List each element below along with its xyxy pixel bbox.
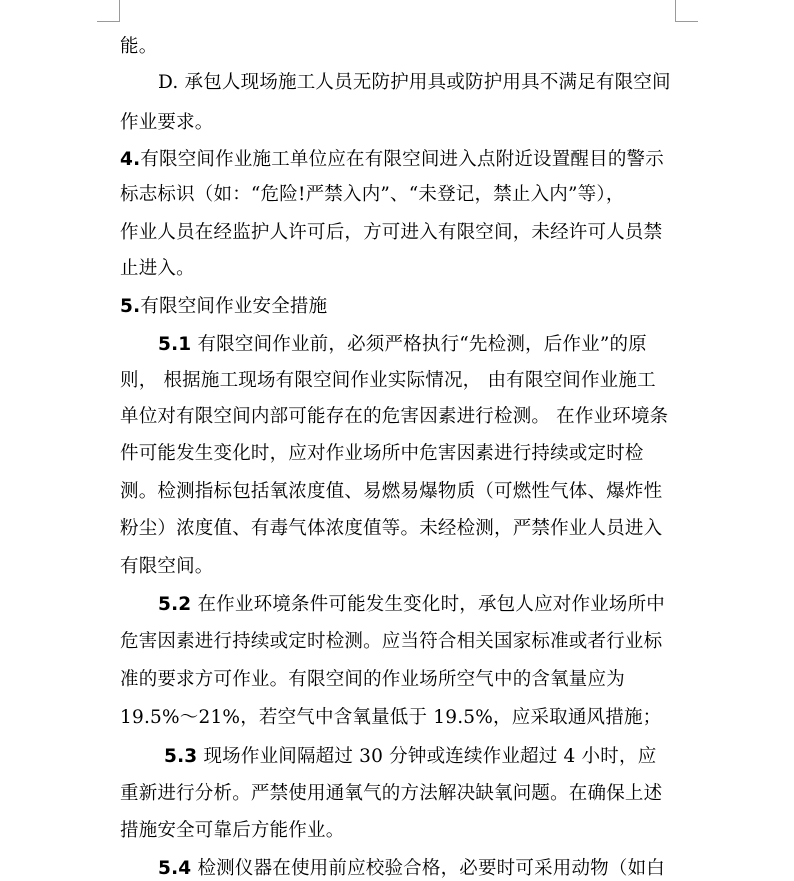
text-line: 19.5%～21%，若空气中含氧量低于 19.5%，应采取通风措施；	[120, 707, 662, 728]
text-line: 能。	[120, 36, 158, 57]
text-line: 重新进行分析。严禁使用通氧气的方法解决缺氧问题。在确保上述	[120, 783, 663, 804]
text-line: 测。检测指标包括氧浓度值、易燃易爆物质（可燃性气体、爆炸性	[120, 481, 663, 502]
text-line: 5.2 在作业环境条件可能发生变化时，承包人应对作业场所中	[158, 594, 665, 615]
page-corner-mark	[675, 0, 676, 22]
text-line: 单位对有限空间内部可能存在的危害因素进行检测。 在作业环境条	[120, 406, 669, 427]
text-line: 5.3 现场作业间隔超过 30 分钟或连续作业超过 4 小时，应	[164, 746, 657, 767]
text-line: 危害因素进行持续或定时检测。应当符合相关国家标准或者行业标	[120, 631, 663, 652]
text-line: 措施安全可靠后方能作业。	[120, 820, 345, 841]
text-line: 5.1 有限空间作业前，必须严格执行“先检测，后作业”的原	[158, 334, 647, 355]
text-line: 作业人员在经监护人许可后，方可进入有限空间，未经许可人员禁	[120, 222, 663, 243]
text-line: D. 承包人现场施工人员无防护用具或防护用具不满足有限空间	[158, 72, 671, 93]
page-corner-mark	[119, 0, 120, 22]
text-line: 件可能发生变化时，应对作业场所中危害因素进行持续或定时检	[120, 443, 644, 464]
text-line: 则， 根据施工现场有限空间作业实际情况， 由有限空间作业施工	[120, 370, 656, 391]
text-line: 粉尘）浓度值、有毒气体浓度值等。未经检测，严禁作业人员进入	[120, 518, 663, 539]
page-corner-mark	[676, 21, 698, 22]
text-line: 5.4 检测仪器在使用前应校验合格，必要时可采用动物（如白	[158, 858, 665, 879]
text-line: 作业要求。	[120, 112, 214, 133]
text-line: 标志标识（如：“危险!严禁入内”、“未登记，禁止入内”等），	[120, 184, 625, 205]
section-heading: 5.有限空间作业安全措施	[120, 296, 328, 317]
text-line: 有限空间。	[120, 556, 214, 577]
text-line: 准的要求方可作业。有限空间的作业场所空气中的含氧量应为	[120, 669, 625, 690]
text-line: 4.有限空间作业施工单位应在有限空间进入点附近设置醒目的警示	[120, 149, 664, 170]
page-corner-mark	[97, 21, 119, 22]
text-line: 止进入。	[120, 258, 195, 279]
